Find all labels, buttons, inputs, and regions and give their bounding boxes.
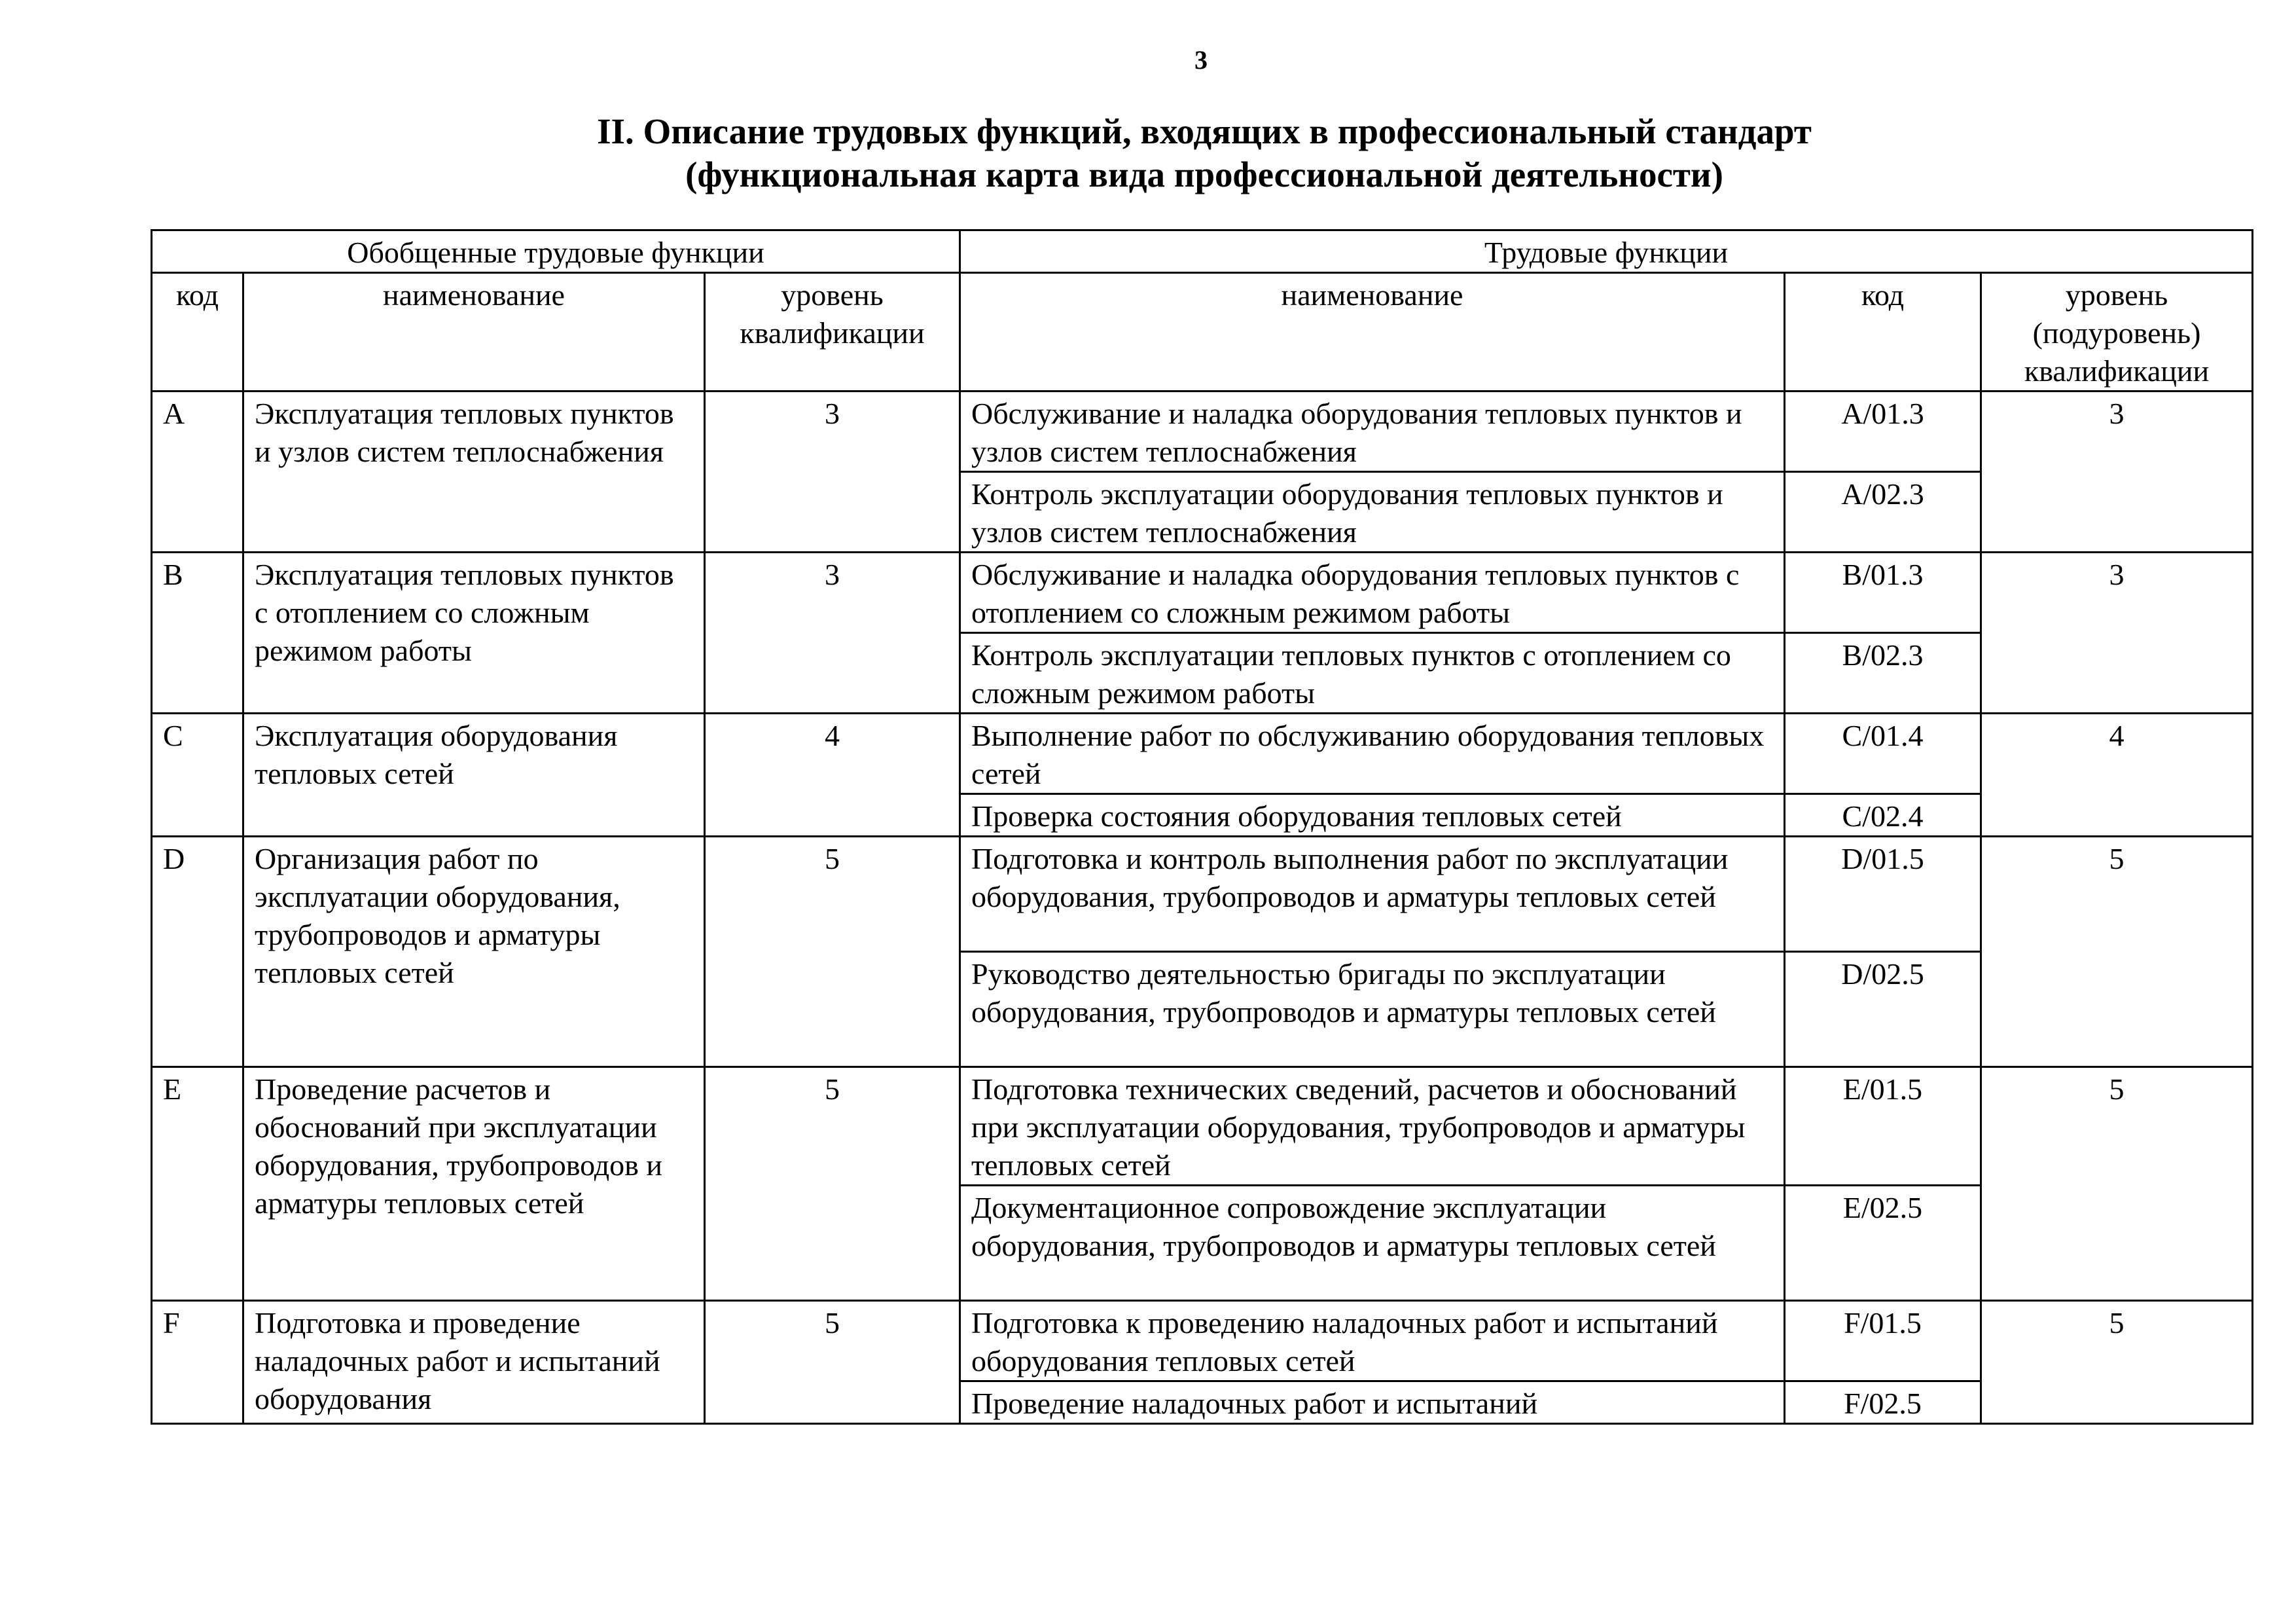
table-row: [152, 553, 2253, 633]
function-name: Документационное сопровождение эксплуатации оборудования, трубопроводов и арматуры тепловых сетей: [960, 1186, 1785, 1301]
function-code: C/02.4: [1785, 794, 1981, 837]
function-code: A/01.3: [1785, 392, 1981, 472]
header-level: уровень квалификации: [705, 273, 960, 392]
header-tf-level: уровень (подуровень) квалификации: [1981, 273, 2253, 392]
function-name: Подготовка к проведению наладочных работ и испытаний оборудования тепловых сетей: [960, 1301, 1785, 1381]
function-name: Обслуживание и наладка оборудования тепловых пунктов и узлов систем теплоснабжения: [960, 392, 1785, 472]
function-level: 3: [1981, 392, 2253, 553]
function-name: Проведение наладочных работ и испытаний: [960, 1381, 1785, 1424]
header-row-1: [152, 230, 2253, 273]
group-name: Подготовка и проведение наладочных работ и испытаний оборудования: [243, 1301, 705, 1424]
function-name: Контроль эксплуатации тепловых пунктов с отоплением со сложным режимом работы: [960, 633, 1785, 714]
header-code: код: [152, 273, 243, 392]
group-level: 3: [705, 553, 960, 714]
function-code: E/01.5: [1785, 1067, 1981, 1186]
group-level: 3: [705, 392, 960, 553]
header-labor-functions: Трудовые функции: [960, 230, 2253, 273]
function-name: Обслуживание и наладка оборудования тепловых пунктов с отоплением со сложным режимом работы: [960, 553, 1785, 633]
group-name: Проведение расчетов и обоснований при эксплуатации оборудования, трубопроводов и арматуры тепловых сетей: [243, 1067, 705, 1301]
function-code: B/02.3: [1785, 633, 1981, 714]
function-name: Контроль эксплуатации оборудования тепловых пунктов и узлов систем теплоснабжения: [960, 472, 1785, 553]
function-level: 5: [1981, 1067, 2253, 1301]
group-name: Эксплуатация оборудования тепловых сетей: [243, 714, 705, 837]
table-row: [152, 837, 2253, 952]
function-code: E/02.5: [1785, 1186, 1981, 1301]
group-level: 5: [705, 1301, 960, 1424]
group-code: E: [152, 1067, 243, 1301]
function-name: Руководство деятельностью бригады по эксплуатации оборудования, трубопроводов и арматуры тепловых сетей: [960, 952, 1785, 1067]
table-row: [152, 1301, 2253, 1381]
group-code: B: [152, 553, 243, 714]
function-code: B/01.3: [1785, 553, 1981, 633]
function-name: Проверка состояния оборудования тепловых сетей: [960, 794, 1785, 837]
page-number: 3: [1194, 45, 1208, 75]
group-level: 5: [705, 837, 960, 1067]
function-code: A/02.3: [1785, 472, 1981, 553]
group-code: C: [152, 714, 243, 837]
group-name: Эксплуатация тепловых пунктов с отоплением со сложным режимом работы: [243, 553, 705, 714]
function-level: 5: [1981, 1301, 2253, 1424]
table-row: [152, 714, 2253, 794]
group-name: Организация работ по эксплуатации оборудования, трубопроводов и арматуры тепловых сетей: [243, 837, 705, 1067]
functional-map-table: [151, 229, 2253, 1425]
group-name: Эксплуатация тепловых пунктов и узлов систем теплоснабжения: [243, 392, 705, 553]
group-code: D: [152, 837, 243, 1067]
group-code: F: [152, 1301, 243, 1424]
group-level: 4: [705, 714, 960, 837]
header-tf-code: код: [1785, 273, 1981, 392]
header-tf-name: наименование: [960, 273, 1785, 392]
header-row-2: [152, 273, 2253, 392]
table-row: [152, 392, 2253, 472]
function-level: 5: [1981, 837, 2253, 1067]
table-row: [152, 1067, 2253, 1186]
function-code: F/02.5: [1785, 1381, 1981, 1424]
function-level: 3: [1981, 553, 2253, 714]
header-generalized-functions: Обобщенные трудовые функции: [152, 230, 960, 273]
function-code: D/02.5: [1785, 952, 1981, 1067]
function-name: Подготовка технических сведений, расчетов и обоснований при эксплуатации оборудования, трубопроводов и арматуры тепловых сетей: [960, 1067, 1785, 1186]
section-title-line-1: II. Описание трудовых функций, входящих в профессиональный стандарт: [597, 111, 1812, 151]
header-name: наименование: [243, 273, 705, 392]
function-code: D/01.5: [1785, 837, 1981, 952]
function-level: 4: [1981, 714, 2253, 837]
section-title-line-2: (функциональная карта вида профессиональной деятельности): [685, 155, 1723, 194]
section-title: [0, 110, 2296, 196]
group-level: 5: [705, 1067, 960, 1301]
function-code: F/01.5: [1785, 1301, 1981, 1381]
function-name: Выполнение работ по обслуживанию оборудования тепловых сетей: [960, 714, 1785, 794]
group-code: A: [152, 392, 243, 553]
function-name: Подготовка и контроль выполнения работ по эксплуатации оборудования, трубопроводов и арматуры тепловых сетей: [960, 837, 1785, 952]
function-code: C/01.4: [1785, 714, 1981, 794]
